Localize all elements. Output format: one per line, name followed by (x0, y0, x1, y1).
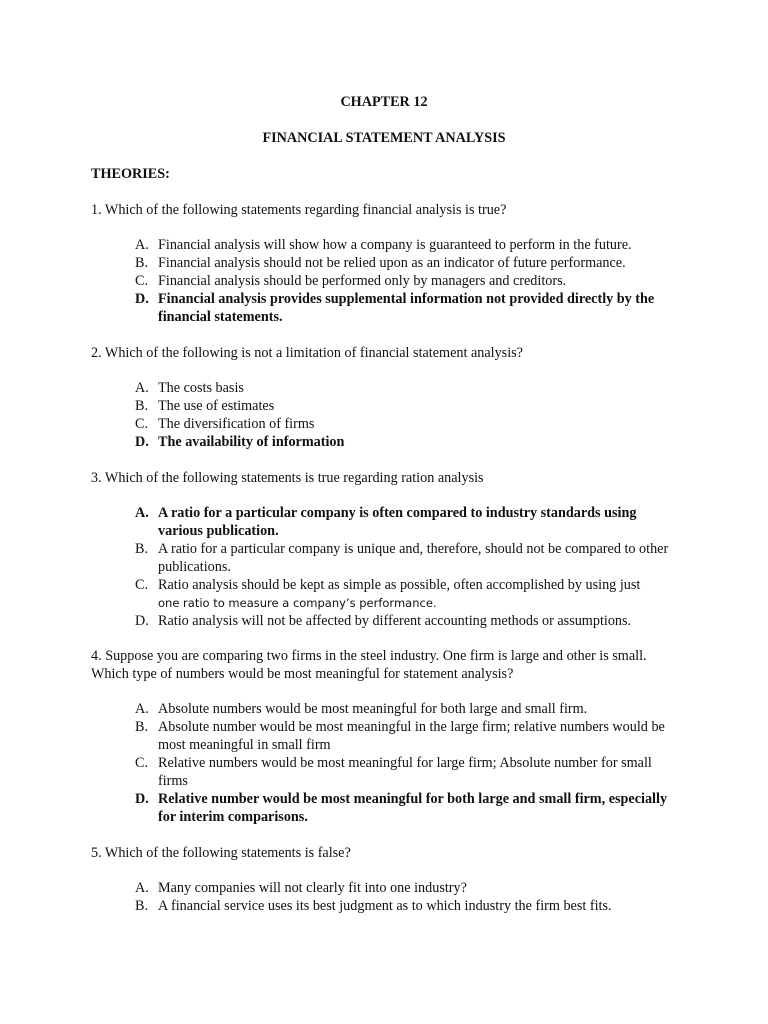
option-letter: D. (135, 613, 149, 629)
option-1b (135, 254, 675, 272)
option-text: The use of estimates (158, 398, 275, 414)
option-5a (135, 879, 675, 897)
option-text: Financial analysis will show how a company is guaranteed to perform in the future. (158, 237, 632, 253)
option-3a-correct (135, 504, 675, 540)
option-text: The diversification of firms (158, 416, 315, 432)
option-letter: C. (135, 755, 149, 771)
option-text: The availability of information (158, 434, 345, 450)
option-3c (135, 576, 675, 612)
option-1d-correct (135, 290, 675, 326)
option-letter: A. (135, 505, 149, 521)
question-2-options (135, 379, 675, 451)
question-1-options (135, 236, 675, 326)
option-letter: A. (135, 380, 149, 396)
option-text: Ratio analysis should be kept as simple as possible, often accomplished by using just (158, 577, 641, 593)
option-text: The costs basis (158, 380, 244, 396)
option-3d (135, 612, 675, 630)
option-4d-correct (135, 790, 675, 826)
option-2c (135, 415, 675, 433)
option-text: Many companies will not clearly fit into one industry? (158, 880, 467, 896)
question-5-options (135, 879, 675, 915)
question-4-options (135, 700, 675, 826)
option-4b (135, 718, 675, 754)
option-5b (135, 897, 675, 915)
option-text: Absolute numbers would be most meaningful for both large and small firm. (158, 701, 588, 717)
question-3-options (135, 504, 675, 630)
option-2b (135, 397, 675, 415)
option-letter: B. (135, 255, 149, 271)
option-letter: B. (135, 719, 149, 735)
question-3: 3. Which of the following statements is true regarding ration analysis (91, 470, 484, 486)
option-letter: D. (135, 791, 149, 807)
option-text: Financial analysis provides supplemental information not provided directly by the financial statements. (158, 291, 655, 325)
option-letter: A. (135, 237, 149, 253)
option-letter: C. (135, 577, 149, 593)
option-letter: C. (135, 273, 149, 289)
option-1c (135, 272, 675, 290)
option-letter: D. (135, 434, 149, 450)
section-label: THEORIES: (91, 166, 170, 182)
option-4a (135, 700, 675, 718)
option-letter: A. (135, 880, 149, 896)
option-text-continued: one ratio to measure a company’s performance. (158, 596, 437, 610)
option-text: Absolute number would be most meaningful in the large firm; relative numbers would be most meaningful in small firm (158, 719, 665, 753)
option-letter: C. (135, 416, 149, 432)
question-2: 2. Which of the following is not a limitation of financial statement analysis? (91, 345, 523, 361)
option-4c (135, 754, 675, 790)
option-text: Financial analysis should not be relied upon as an indicator of future performance. (158, 255, 626, 271)
option-2a (135, 379, 675, 397)
option-letter: A. (135, 701, 149, 717)
option-letter: B. (135, 898, 149, 914)
option-letter: D. (135, 291, 149, 307)
option-1a (135, 236, 675, 254)
option-text: Ratio analysis will not be affected by different accounting methods or assumptions. (158, 613, 632, 629)
option-text: A ratio for a particular company is often compared to industry standards using various publication. (158, 505, 637, 539)
option-text: Relative numbers would be most meaningful for large firm; Absolute number for small firms (158, 755, 652, 789)
option-text: Relative number would be most meaningful for both large and small firm, especially for interim comparisons. (158, 791, 668, 825)
chapter-title: FINANCIAL STATEMENT ANALYSIS (262, 130, 506, 146)
option-text: A ratio for a particular company is unique and, therefore, should not be compared to other publications. (158, 541, 669, 575)
chapter-heading: CHAPTER 12 (340, 94, 428, 110)
question-1: 1. Which of the following statements regarding financial analysis is true? (91, 202, 507, 218)
question-4: 4. Suppose you are comparing two firms in the steel industry. One firm is large and other is small. Which type of numbers would be most meaningful for statement analysis? (91, 648, 647, 682)
option-letter: B. (135, 398, 149, 414)
option-text: Financial analysis should be performed only by managers and creditors. (158, 273, 567, 289)
option-text: A financial service uses its best judgment as to which industry the firm best fits. (158, 898, 612, 914)
option-letter: B. (135, 541, 149, 557)
option-2d-correct (135, 433, 675, 451)
option-3b (135, 540, 675, 576)
question-5: 5. Which of the following statements is false? (91, 845, 351, 861)
